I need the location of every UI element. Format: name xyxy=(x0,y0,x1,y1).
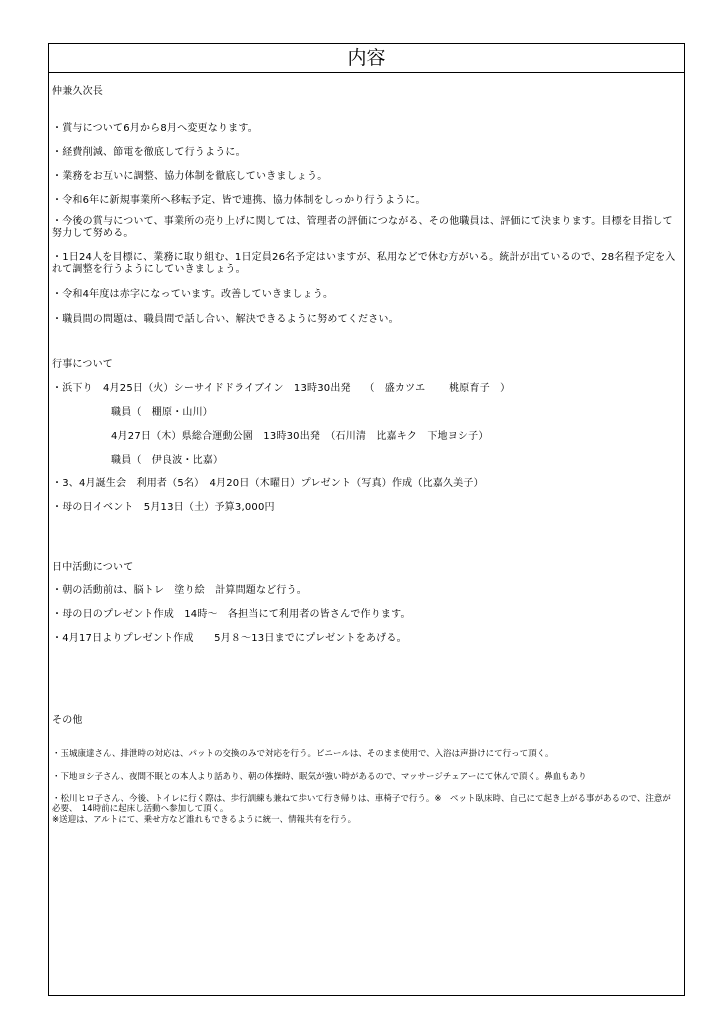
page-title: 内容 xyxy=(49,44,684,73)
content-frame xyxy=(48,43,685,996)
note-item: ・1日24人を目標に、業務に取り組む、1日定員26名予定はいますが、私用などで休む方がいる。統計が出ているので、28名程予定を入れて調整を行うようにしていきましょう。 xyxy=(52,252,676,275)
event-line: ・3、4月誕生会 利用者（5名） 4月20日（木曜日）プレゼント（写真）作成（比嘉久美子） xyxy=(52,478,484,489)
activity-line: ・朝の活動前は、脳トレ 塗り絵 計算問題など行う。 xyxy=(52,585,307,596)
other-line: ※送迎は、アルトにて、乗せ方など誰れもできるように統一、情報共有を行う。 xyxy=(52,815,357,825)
speaker-name: 仲兼久次長 xyxy=(52,86,103,97)
activity-line: ・母の日のプレゼント作成 14時～ 各担当にて利用者の皆さんで作ります。 xyxy=(52,609,411,620)
event-line: 職員（ 棚原・山川） xyxy=(111,407,213,418)
event-line: 4月27日（木）県総合運動公園 13時30出発 （石川清 比嘉キク 下地ヨシ子） xyxy=(111,431,489,442)
note-item: ・今後の賞与について、事業所の売り上げに関しては、管理者の評価につながる、その他職員は、評価にて決まります。目標を目指して努力して努める。 xyxy=(52,216,673,239)
event-line: ・母の日イベント 5月13日（土）予算3,000円 xyxy=(52,502,275,513)
note-item: ・令和6年に新規事業所へ移転予定、皆で連携、協力体制をしっかり行うように。 xyxy=(52,195,426,206)
note-item: ・職員間の問題は、職員間で話し合い、解決できるように努めてください。 xyxy=(52,314,399,325)
note-item: ・業務をお互いに調整、協力体制を徹底していきましょう。 xyxy=(52,171,328,182)
other-line: ・玉城康達さん、排泄時の対応は、パットの交換のみで対応を行う。ビニールは、そのまま使用で、入浴は声掛けにて行って頂く。 xyxy=(52,749,554,759)
note-item: ・経費削減、節電を徹底して行うように。 xyxy=(52,147,246,158)
other-line: ・下地ヨシ子さん、夜間不眠との本人より話あり、朝の体操時、眠気が強い時があるので、マッサージチェアーにて休んで頂く。鼻血もあり xyxy=(52,772,587,782)
activity-line: ・4月17日よりプレゼント作成 5月８～13日までにプレゼントをあげる。 xyxy=(52,633,407,644)
other-line: ・松川ヒロ子さん、今後、トイレに行く際は、歩行訓練も兼ねて歩いて行き帰りは、車椅子で行う。※ ベット臥床時、自己にて起き上がる事があるので、注意が必要、 14時前に起床し活動へ参加して頂く。 xyxy=(52,794,671,814)
section-heading-events: 行事について xyxy=(52,359,113,370)
event-line: 職員（ 伊良波・比嘉） xyxy=(111,455,224,466)
note-item: ・賞与について6月から8月へ変更なります。 xyxy=(52,123,258,134)
section-heading-daytime: 日中活動について xyxy=(52,562,134,573)
note-item: ・令和4年度は赤字になっています。改善していきましょう。 xyxy=(52,289,334,300)
event-line: ・浜下り 4月25日（火）シーサイドドライブイン 13時30出発 （ 盛カツエ 桃原育子 ） xyxy=(52,383,511,394)
section-heading-other: その他 xyxy=(52,715,83,726)
